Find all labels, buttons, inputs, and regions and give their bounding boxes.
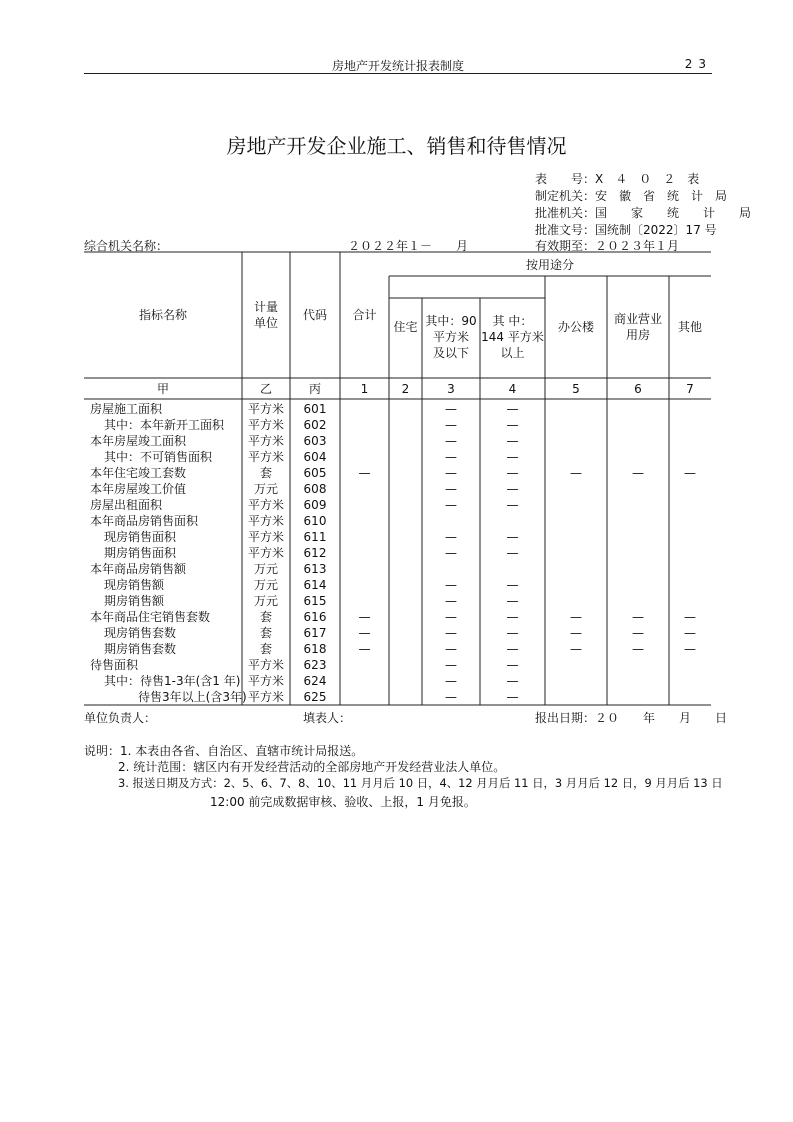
row-dash-cell: — — [358, 626, 371, 640]
row-label: 房屋出租面积 — [90, 498, 163, 512]
row-unit: 平方米 — [247, 418, 284, 432]
row-label: 期房销售面积 — [104, 546, 177, 560]
row-label: 其中：本年新开工面积 — [104, 418, 225, 432]
meta-table-no: 表 号：X ４ ０ ２ 表 — [535, 172, 700, 186]
row-label: 本年商品住宅销售套数 — [90, 610, 211, 624]
row-dash-cell: — — [445, 434, 457, 448]
row-unit: 套 — [259, 610, 272, 624]
row-dash-cell: — — [445, 642, 457, 656]
col-index-total: 1 — [360, 382, 369, 396]
row-dash-cell: — — [445, 546, 457, 560]
row-unit: 套 — [259, 626, 272, 640]
row-label: 现房销售面积 — [104, 530, 177, 544]
row-unit: 万元 — [253, 482, 278, 496]
row-dash-cell: — — [506, 418, 519, 432]
col-index-office: 5 — [572, 382, 580, 396]
row-label: 待售面积 — [90, 658, 139, 672]
row-dash-cell: — — [445, 402, 457, 416]
row-dash-cell: — — [445, 418, 457, 432]
col-header-commercial-1: 商业营业 — [613, 312, 662, 326]
col-header-unit-1: 计量 — [253, 300, 278, 314]
page-number: 23 — [684, 57, 712, 71]
row-dash-cell: — — [506, 658, 519, 672]
col-index-small: 3 — [447, 382, 455, 396]
row-dash-cell: — — [632, 642, 644, 656]
row-dash-cell: — — [445, 626, 457, 640]
row-label: 现房销售套数 — [104, 626, 177, 640]
row-code: 614 — [303, 578, 327, 592]
row-unit: 平方米 — [247, 434, 284, 448]
row-label: 本年商品房销售面积 — [90, 514, 199, 528]
col-header-commercial-2: 用房 — [625, 328, 650, 342]
row-dash-cell: — — [506, 610, 519, 624]
row-code: 612 — [303, 546, 327, 560]
row-dash-cell: — — [445, 658, 457, 672]
row-dash-cell: — — [445, 466, 457, 480]
row-dash-cell: — — [445, 690, 457, 704]
row-label: 本年商品房销售额 — [90, 562, 187, 576]
footer-report-date: 报出日期：２０ 年 月 日 — [535, 711, 728, 725]
row-dash-cell: — — [684, 466, 696, 480]
row-unit: 平方米 — [247, 402, 284, 416]
col-index-commercial: 6 — [634, 382, 642, 396]
row-label: 本年住宅竣工套数 — [90, 466, 187, 480]
row-unit: 平方米 — [247, 658, 284, 672]
row-label: 房屋施工面积 — [90, 402, 163, 416]
row-label: 本年房屋竣工价值 — [90, 482, 187, 496]
row-dash-cell: — — [506, 434, 519, 448]
row-unit: 平方米 — [247, 690, 284, 704]
col-index-other: 7 — [686, 382, 694, 396]
col-index-unit: 乙 — [259, 382, 272, 396]
row-dash-cell: — — [506, 402, 519, 416]
row-dash-cell: — — [445, 482, 457, 496]
row-dash-cell: — — [506, 690, 519, 704]
row-code: 624 — [303, 674, 327, 688]
row-dash-cell: — — [632, 626, 644, 640]
col-header-large-2: 144 平方米 — [481, 330, 544, 344]
col-header-office: 办公楼 — [557, 320, 594, 334]
col-header-small-2: 平方米 — [432, 330, 469, 344]
row-dash-cell: — — [445, 530, 457, 544]
col-header-small-3: 及以下 — [432, 346, 469, 360]
row-dash-cell: — — [632, 610, 644, 624]
col-header-residence: 住宅 — [393, 320, 418, 334]
row-unit: 平方米 — [247, 546, 284, 560]
row-unit: 套 — [259, 642, 272, 656]
row-dash-cell: — — [570, 626, 582, 640]
row-code: 618 — [303, 642, 327, 656]
row-dash-cell: — — [506, 674, 519, 688]
row-unit: 平方米 — [247, 450, 284, 464]
row-code: 608 — [303, 482, 327, 496]
row-label: 现房销售额 — [104, 578, 165, 592]
row-dash-cell: — — [632, 466, 644, 480]
row-dash-cell: — — [684, 642, 696, 656]
row-dash-cell: — — [684, 610, 696, 624]
row-unit: 平方米 — [247, 498, 284, 512]
row-dash-cell: — — [506, 578, 519, 592]
row-unit: 平方米 — [247, 514, 284, 528]
note-2: 2. 统计范围：辖区内有开发经营活动的全部房地产开发经营业法人单位。 — [118, 760, 506, 774]
row-unit: 套 — [259, 466, 272, 480]
row-label: 期房销售套数 — [104, 642, 177, 656]
col-index-large: 4 — [508, 382, 517, 396]
col-index-name: 甲 — [156, 382, 169, 396]
header-title: 房地产开发统计报表制度 — [331, 59, 464, 73]
row-dash-cell: — — [506, 450, 519, 464]
row-dash-cell: — — [445, 594, 457, 608]
meta-org: 制定机关：安 徽 省 统 计 局 — [535, 189, 728, 203]
row-dash-cell: — — [445, 674, 457, 688]
row-code: 605 — [303, 466, 327, 480]
row-code: 601 — [303, 402, 327, 416]
row-label: 其中：不可销售面积 — [104, 450, 213, 464]
meta-approve: 批准机关：国 家 统 计 局 — [535, 206, 752, 220]
row-dash-cell: — — [506, 482, 519, 496]
col-header-total: 合计 — [352, 308, 377, 322]
col-header-large-3: 以上 — [500, 346, 525, 360]
col-index-residence: 2 — [401, 382, 410, 396]
row-dash-cell: — — [506, 642, 519, 656]
footer-filler: 填表人： — [303, 711, 352, 725]
row-code: 617 — [303, 626, 327, 640]
col-header-large-1: 其 中： — [492, 314, 533, 328]
row-code: 604 — [303, 450, 327, 464]
col-header-unit-2: 单位 — [253, 316, 278, 330]
col-header-small-1: 其中：90 — [425, 314, 477, 328]
row-code: 613 — [303, 562, 327, 576]
row-dash-cell: — — [570, 466, 582, 480]
row-dash-cell: — — [506, 626, 519, 640]
row-unit: 万元 — [253, 594, 278, 608]
row-dash-cell: — — [445, 450, 457, 464]
row-dash-cell: — — [506, 498, 519, 512]
row-code: 616 — [303, 610, 327, 624]
report-period: ２０２２年１－ 月 — [348, 239, 469, 253]
row-code: 623 — [303, 658, 327, 672]
row-unit: 万元 — [253, 562, 278, 576]
meta-valid: 有效期至：２０２３年１月 — [535, 239, 680, 253]
row-dash-cell: — — [684, 626, 696, 640]
col-header-code: 代码 — [302, 308, 327, 322]
row-code: 603 — [303, 434, 327, 448]
row-code: 615 — [303, 594, 327, 608]
row-dash-cell: — — [570, 610, 582, 624]
row-dash-cell: — — [506, 530, 519, 544]
row-code: 625 — [303, 690, 327, 704]
meta-doc: 批准文号：国统制〔2022〕17 号 — [535, 223, 717, 237]
col-header-group: 按用途分 — [525, 258, 574, 272]
col-index-code: 丙 — [308, 382, 321, 396]
note-1: 说明：1. 本表由各省、自治区、直辖市统计局报送。 — [84, 744, 364, 758]
row-dash-cell: — — [358, 610, 371, 624]
col-header-other: 其他 — [677, 320, 702, 334]
row-label: 本年房屋竣工面积 — [90, 434, 187, 448]
row-code: 611 — [303, 530, 327, 544]
row-dash-cell: — — [445, 610, 457, 624]
note-3a: 3. 报送日期及方式：2、5、6、7、8、10、11 月月后 10 日，4、12 月月后 11 日，3 月月后 12 日，9 月月后 13 日 — [118, 776, 723, 790]
row-code: 602 — [303, 418, 327, 432]
row-unit: 万元 — [253, 578, 278, 592]
form-title: 房地产开发企业施工、销售和待售情况 — [226, 134, 567, 158]
row-code: 609 — [303, 498, 327, 512]
row-code: 610 — [303, 514, 327, 528]
row-dash-cell: — — [506, 546, 519, 560]
note-3b: 12:00 前完成数据审核、验收、上报，1 月免报。 — [210, 795, 476, 809]
row-label: 其中：待售1-3年(含1 年) — [104, 674, 241, 688]
row-dash-cell: — — [445, 498, 457, 512]
row-dash-cell: — — [358, 466, 371, 480]
row-unit: 平方米 — [247, 530, 284, 544]
row-unit: 平方米 — [247, 674, 284, 688]
col-header-name: 指标名称 — [138, 308, 187, 322]
row-dash-cell: — — [358, 642, 371, 656]
row-dash-cell: — — [506, 594, 519, 608]
row-label: 待售3年以上(含3年) — [138, 690, 247, 704]
row-dash-cell: — — [506, 466, 519, 480]
org-name-label: 综合机关名称： — [84, 239, 169, 253]
row-dash-cell: — — [445, 578, 457, 592]
row-dash-cell: — — [570, 642, 582, 656]
row-label: 期房销售额 — [104, 594, 165, 608]
footer-responsible: 单位负责人： — [84, 711, 157, 725]
